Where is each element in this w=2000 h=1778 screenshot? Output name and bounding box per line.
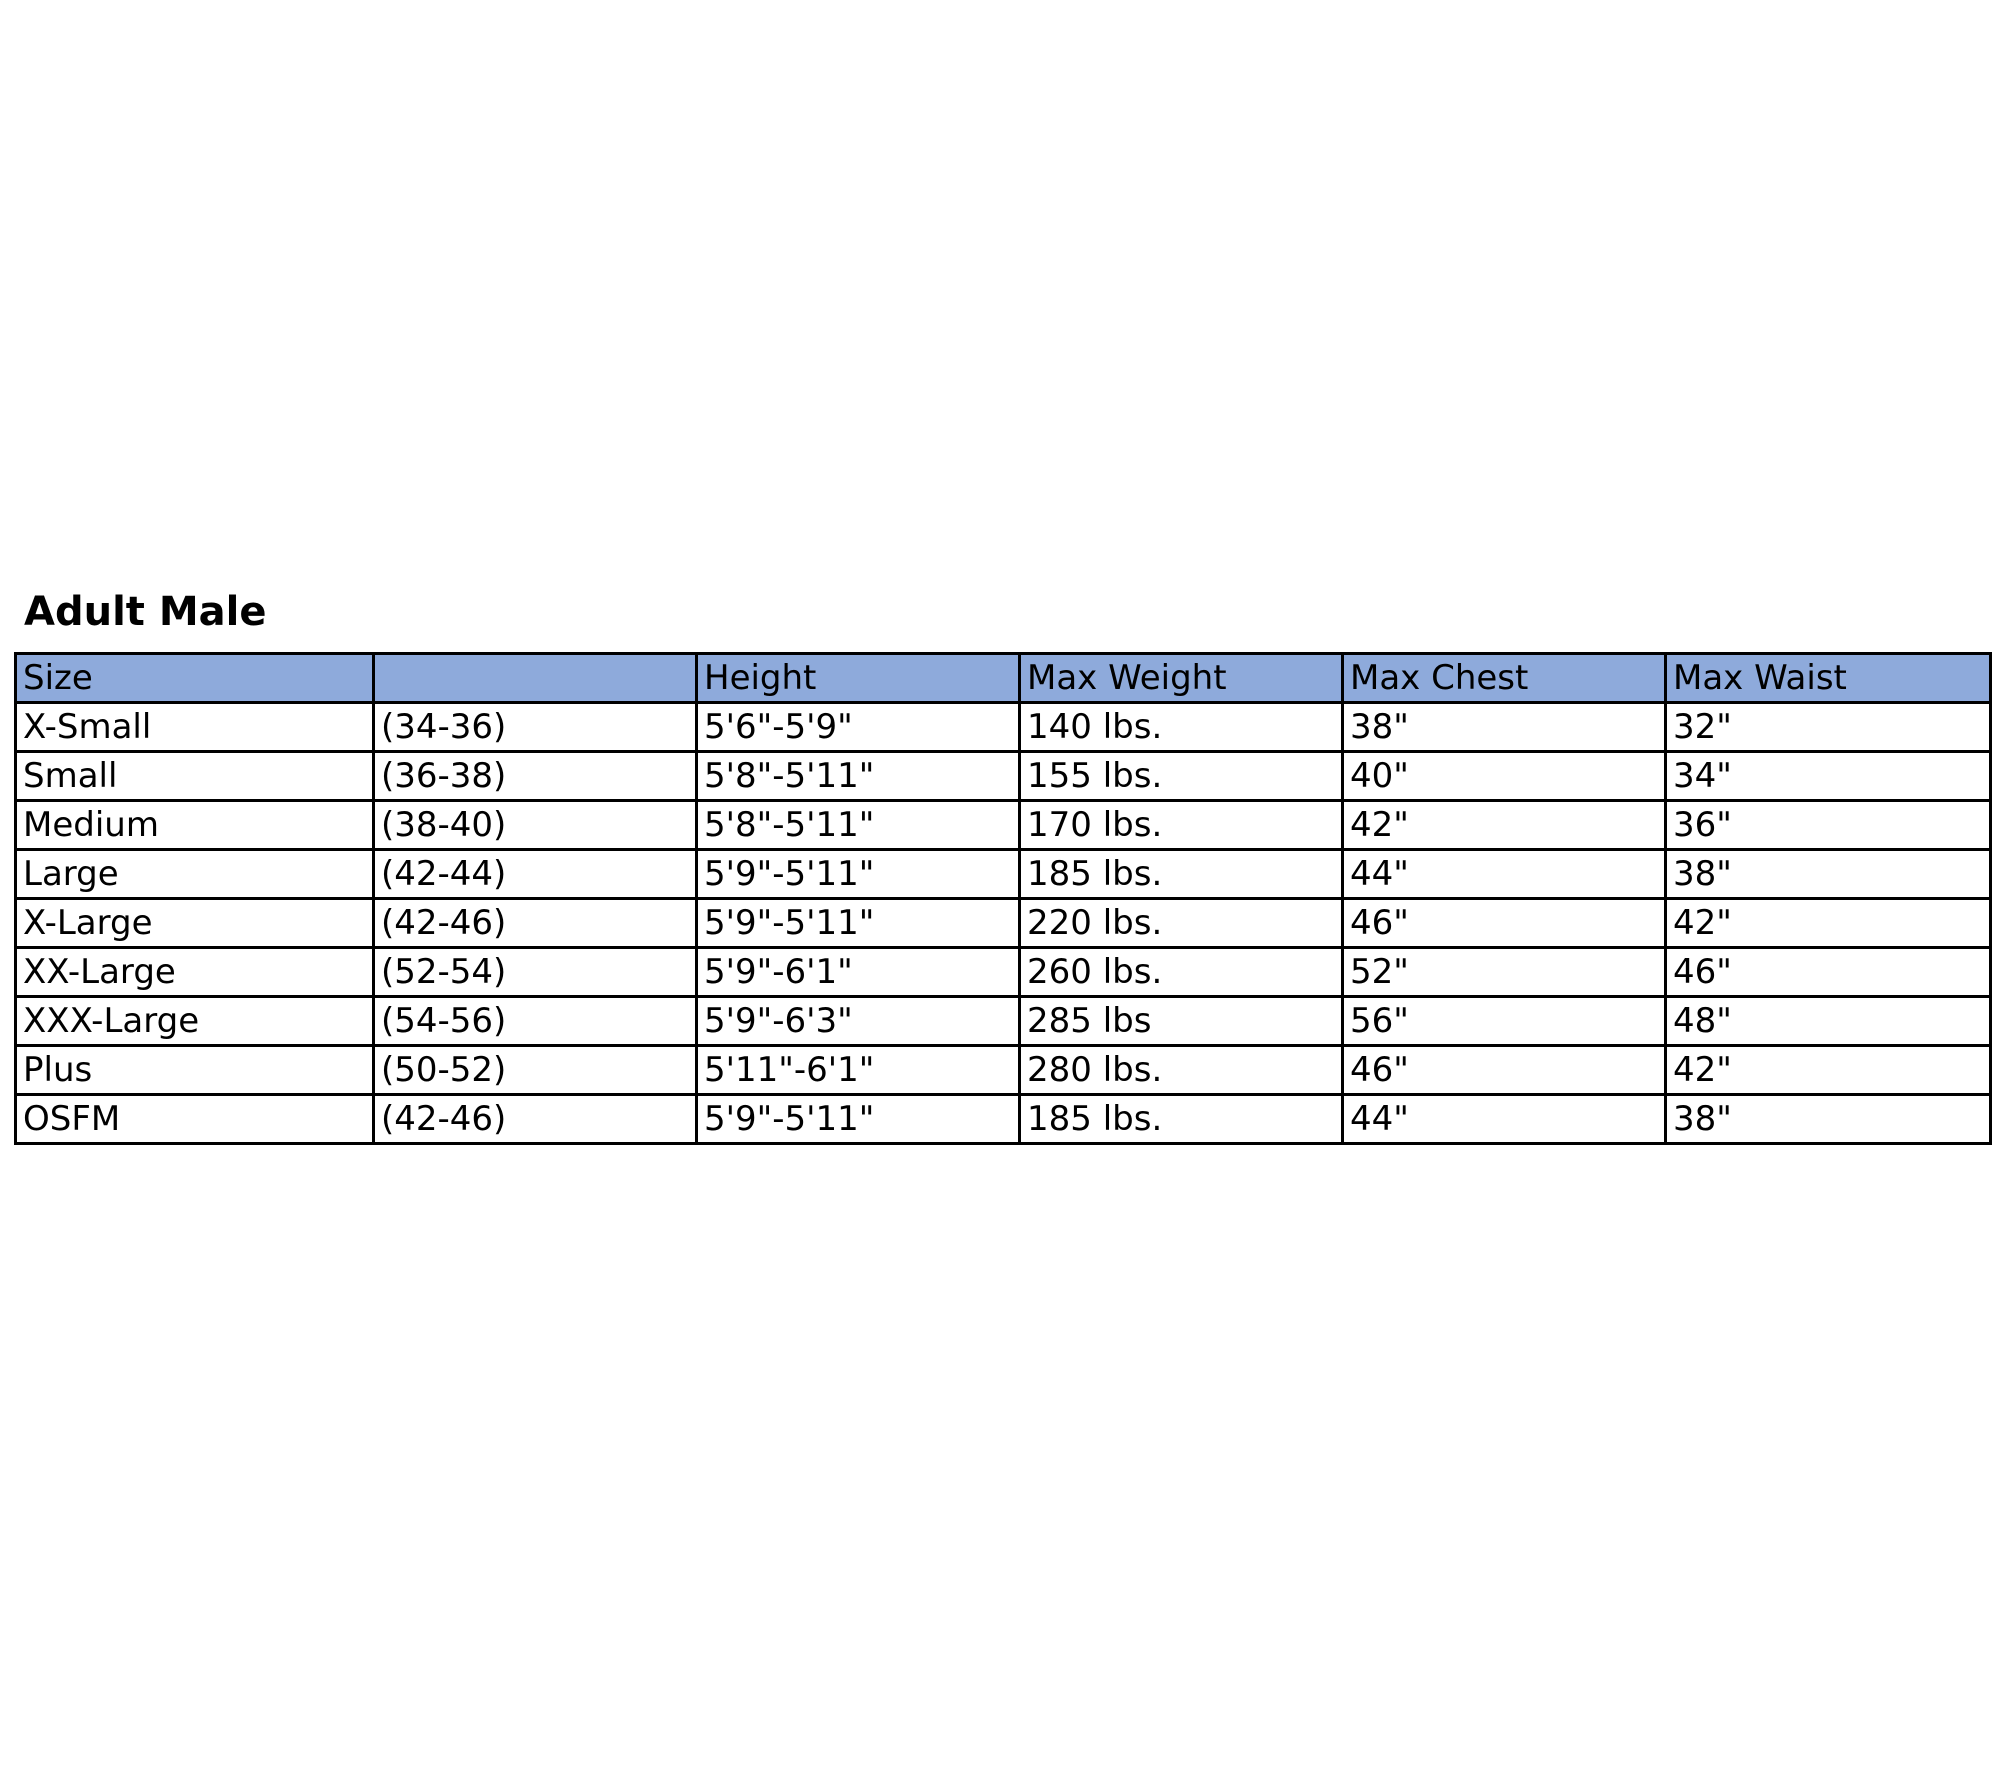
- cell-height: 5'9"-5'11": [697, 1095, 1020, 1144]
- cell-max-waist: 38": [1666, 1095, 1991, 1144]
- cell-size: Large: [16, 850, 374, 899]
- cell-height: 5'9"-5'11": [697, 850, 1020, 899]
- size-chart-table: [14, 652, 1992, 1145]
- cell-max-chest: 40": [1343, 752, 1666, 801]
- page-title: Adult Male: [24, 589, 267, 635]
- cell-max-chest: 38": [1343, 703, 1666, 752]
- cell-range: (42-46): [374, 899, 697, 948]
- cell-max-chest: 46": [1343, 1046, 1666, 1095]
- cell-max-weight: 185 lbs.: [1020, 1095, 1343, 1144]
- cell-range: (54-56): [374, 997, 697, 1046]
- header-range: [374, 654, 697, 703]
- header-max-chest: Max Chest: [1343, 654, 1666, 703]
- cell-max-chest: 46": [1343, 899, 1666, 948]
- header-max-weight: Max Weight: [1020, 654, 1343, 703]
- cell-height: 5'8"-5'11": [697, 801, 1020, 850]
- cell-max-weight: 170 lbs.: [1020, 801, 1343, 850]
- cell-max-weight: 260 lbs.: [1020, 948, 1343, 997]
- table-row: [16, 1046, 1991, 1095]
- cell-max-waist: 42": [1666, 1046, 1991, 1095]
- cell-size: XXX-Large: [16, 997, 374, 1046]
- cell-max-chest: 42": [1343, 801, 1666, 850]
- cell-range: (34-36): [374, 703, 697, 752]
- cell-max-weight: 185 lbs.: [1020, 850, 1343, 899]
- cell-size: OSFM: [16, 1095, 374, 1144]
- cell-max-waist: 34": [1666, 752, 1991, 801]
- cell-max-weight: 220 lbs.: [1020, 899, 1343, 948]
- cell-max-chest: 44": [1343, 1095, 1666, 1144]
- cell-height: 5'9"-5'11": [697, 899, 1020, 948]
- cell-max-chest: 56": [1343, 997, 1666, 1046]
- table-row: [16, 1095, 1991, 1144]
- cell-height: 5'9"-6'1": [697, 948, 1020, 997]
- table-row: [16, 752, 1991, 801]
- cell-height: 5'9"-6'3": [697, 997, 1020, 1046]
- cell-max-chest: 52": [1343, 948, 1666, 997]
- cell-max-waist: 46": [1666, 948, 1991, 997]
- table-row: [16, 997, 1991, 1046]
- cell-height: 5'6"-5'9": [697, 703, 1020, 752]
- cell-size: Small: [16, 752, 374, 801]
- cell-range: (36-38): [374, 752, 697, 801]
- cell-size: Medium: [16, 801, 374, 850]
- cell-size: X-Small: [16, 703, 374, 752]
- header-size: Size: [16, 654, 374, 703]
- cell-max-weight: 285 lbs: [1020, 997, 1343, 1046]
- cell-max-waist: 36": [1666, 801, 1991, 850]
- header-height: Height: [697, 654, 1020, 703]
- cell-max-weight: 140 lbs.: [1020, 703, 1343, 752]
- cell-range: (52-54): [374, 948, 697, 997]
- table-row: [16, 703, 1991, 752]
- cell-max-waist: 48": [1666, 997, 1991, 1046]
- table-row: [16, 850, 1991, 899]
- cell-max-waist: 32": [1666, 703, 1991, 752]
- cell-range: (42-44): [374, 850, 697, 899]
- cell-size: X-Large: [16, 899, 374, 948]
- cell-max-chest: 44": [1343, 850, 1666, 899]
- cell-range: (42-46): [374, 1095, 697, 1144]
- header-max-waist: Max Waist: [1666, 654, 1991, 703]
- cell-range: (38-40): [374, 801, 697, 850]
- table-header-row: [16, 654, 1991, 703]
- cell-size: Plus: [16, 1046, 374, 1095]
- cell-max-weight: 155 lbs.: [1020, 752, 1343, 801]
- cell-max-waist: 38": [1666, 850, 1991, 899]
- table-row: [16, 801, 1991, 850]
- cell-size: XX-Large: [16, 948, 374, 997]
- cell-height: 5'8"-5'11": [697, 752, 1020, 801]
- table-row: [16, 899, 1991, 948]
- cell-max-waist: 42": [1666, 899, 1991, 948]
- table-row: [16, 948, 1991, 997]
- cell-height: 5'11"-6'1": [697, 1046, 1020, 1095]
- cell-max-weight: 280 lbs.: [1020, 1046, 1343, 1095]
- cell-range: (50-52): [374, 1046, 697, 1095]
